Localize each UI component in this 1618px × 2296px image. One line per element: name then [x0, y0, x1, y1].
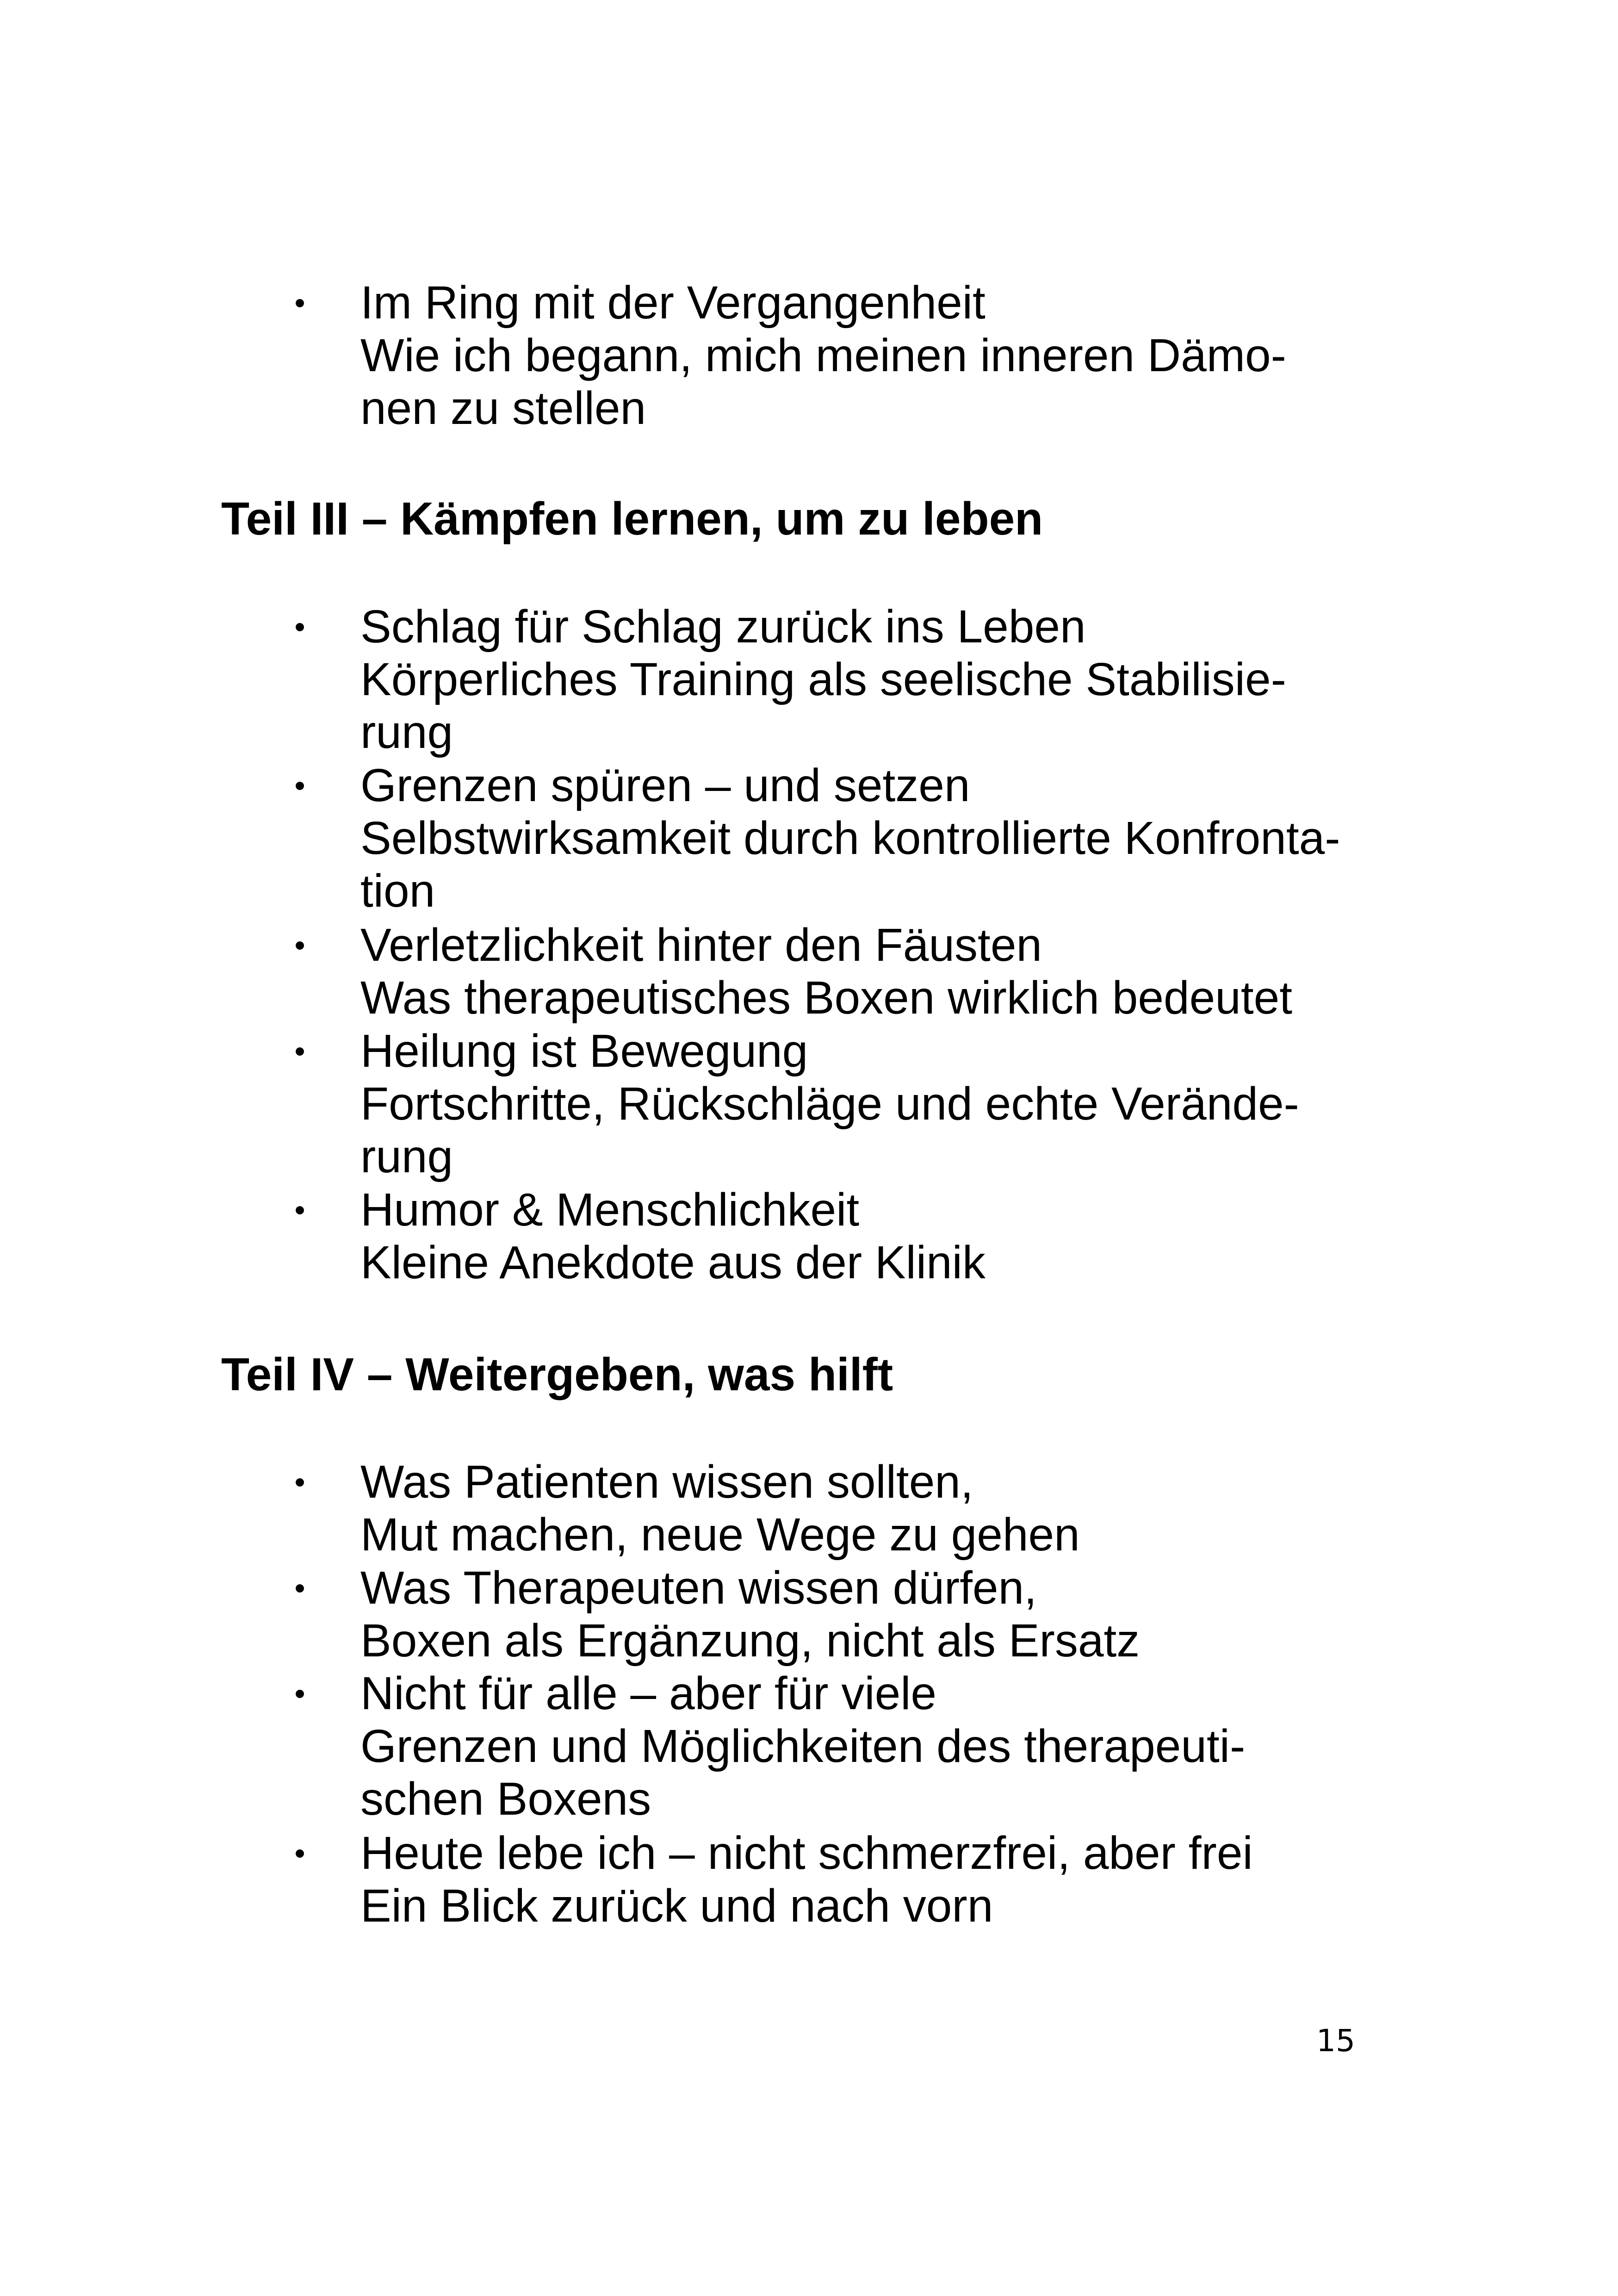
bullet: •	[294, 286, 305, 320]
item-description: nen zu stellen	[360, 382, 646, 434]
item-description: Wie ich begann, mich meinen inneren Dämo-	[360, 330, 1286, 381]
bullet: •	[294, 1034, 305, 1068]
item-description: Mut machen, neue Wege zu gehen	[360, 1509, 1080, 1561]
item-title: Humor & Menschlichkeit	[360, 1184, 860, 1236]
item-description: tion	[360, 865, 435, 917]
item-description: Boxen als Ergänzung, nicht als Ersatz	[360, 1615, 1140, 1667]
item-description: Grenzen und Möglichkeiten des therapeuti-	[360, 1720, 1246, 1772]
item-description: rung	[360, 1131, 453, 1182]
bullet: •	[294, 1571, 305, 1605]
item-description: schen Boxens	[360, 1773, 651, 1825]
section-heading: Teil IV – Weitergeben, was hilft	[221, 1349, 893, 1400]
item-description: Was therapeutisches Boxen wirklich bedeutet	[360, 972, 1293, 1024]
bullet: •	[294, 768, 305, 803]
page-number: 15	[1316, 2023, 1355, 2059]
item-title: Was Patienten wissen sollten,	[360, 1456, 973, 1508]
item-description: Fortschritte, Rückschläge und echte Verände-	[360, 1078, 1299, 1130]
item-description: Kleine Anekdote aus der Klinik	[360, 1237, 986, 1288]
item-description: rung	[360, 706, 453, 758]
item-title: Grenzen spüren – und setzen	[360, 759, 970, 811]
bullet: •	[294, 1193, 305, 1227]
bullet: •	[294, 1676, 305, 1711]
item-title: Heilung ist Bewegung	[360, 1025, 808, 1077]
item-title: Schlag für Schlag zurück ins Leben	[360, 601, 1086, 653]
item-title: Was Therapeuten wissen dürfen,	[360, 1562, 1037, 1614]
item-title: Nicht für alle – aber für viele	[360, 1668, 937, 1719]
bullet: •	[294, 610, 305, 644]
item-title: Im Ring mit der Vergangenheit	[360, 277, 986, 329]
item-description: Selbstwirksamkeit durch kontrollierte Konfronta-	[360, 812, 1340, 864]
item-title: Verletzlichkeit hinter den Fäusten	[360, 919, 1042, 971]
section-heading: Teil III – Kämpfen lernen, um zu leben	[221, 493, 1043, 545]
item-title: Heute lebe ich – nicht schmerzfrei, aber frei	[360, 1827, 1253, 1879]
item-description: Körperliches Training als seelische Stabilisie-	[360, 653, 1286, 705]
item-description: Ein Blick zurück und nach vorn	[360, 1880, 993, 1932]
bullet: •	[294, 1836, 305, 1870]
bullet: •	[294, 928, 305, 962]
bullet: •	[294, 1465, 305, 1499]
